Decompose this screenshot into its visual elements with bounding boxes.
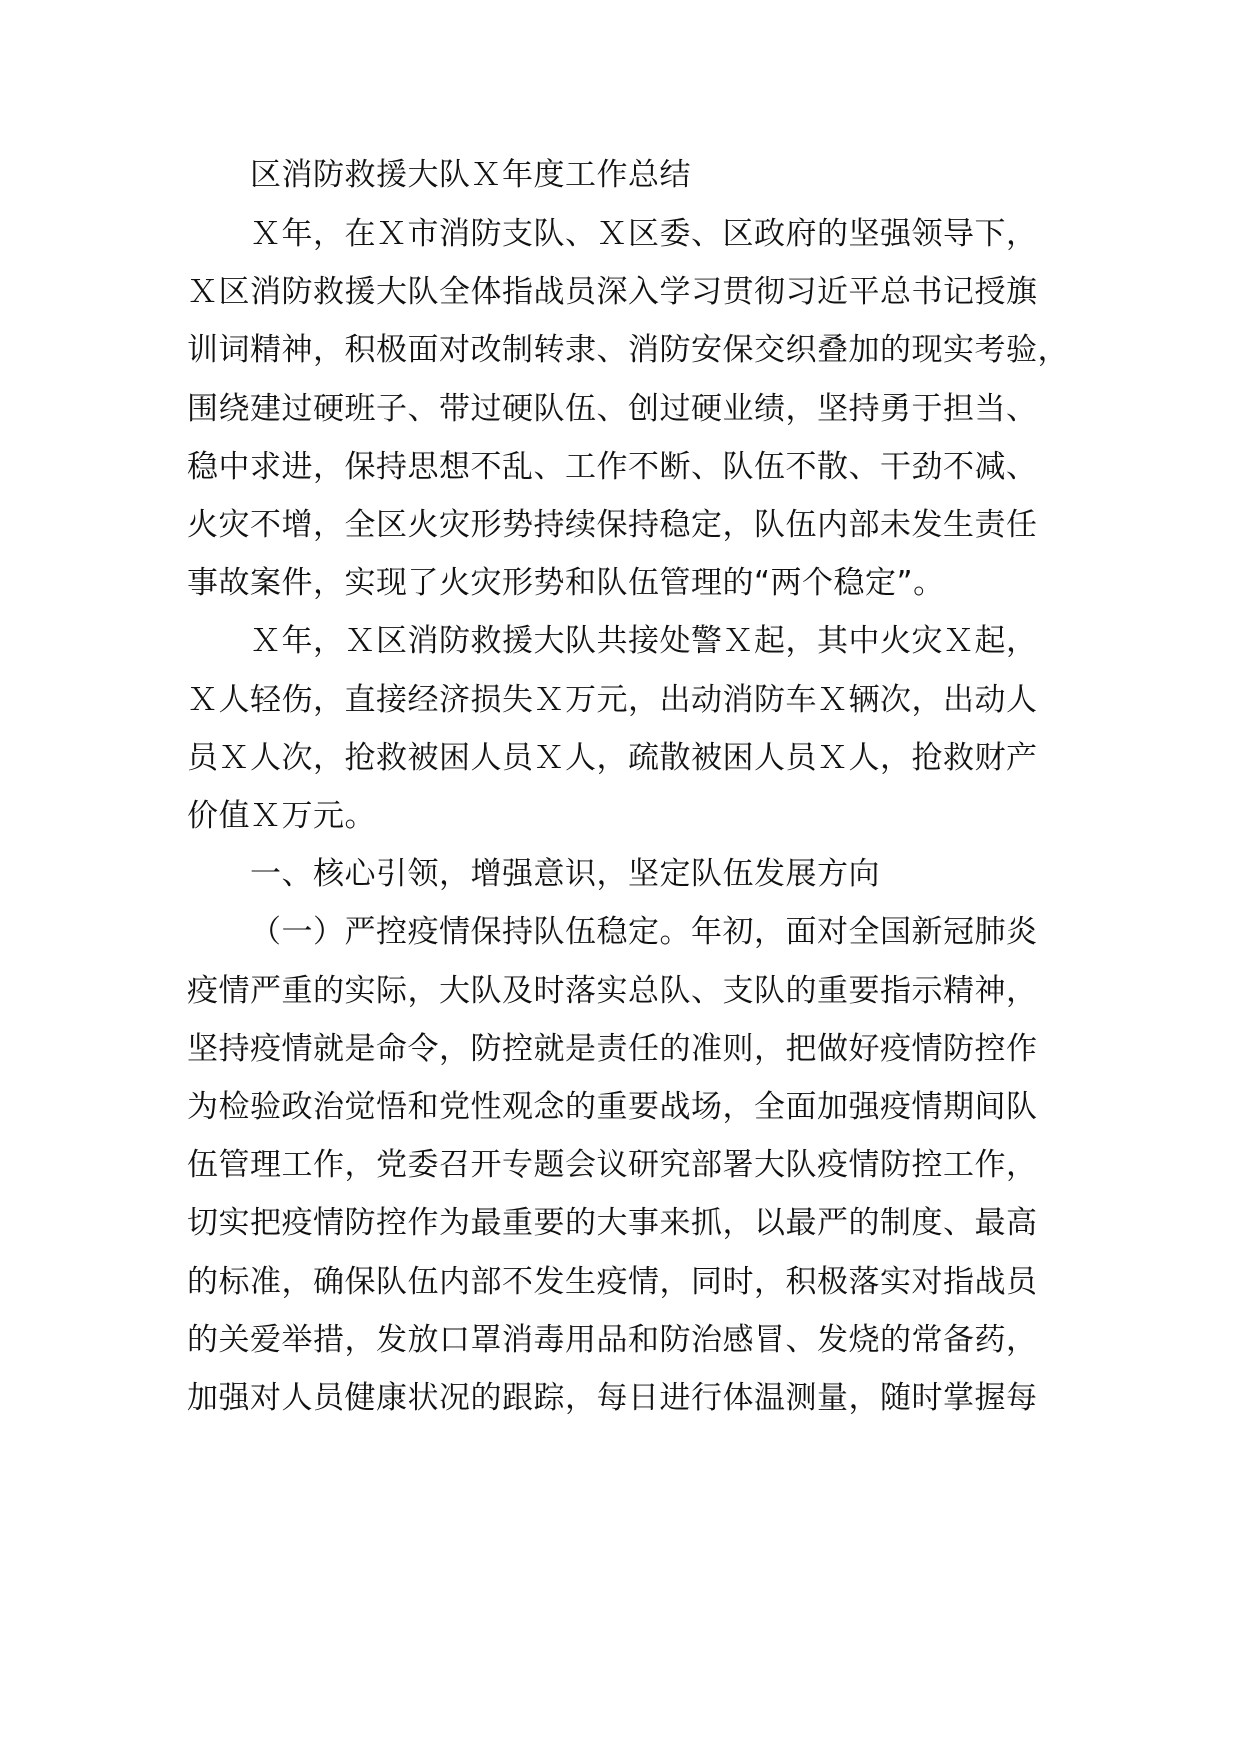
paragraph-1-line-1: Ｘ年，在Ｘ市消防支队、Ｘ区委、区政府的坚强领导下， bbox=[250, 216, 1038, 252]
paragraph-3-line-4: 为检验政治觉悟和党性观念的重要战场，全面加强疫情期间队 bbox=[187, 1089, 1038, 1125]
section-heading-1: 一、核心引领，增强意识，坚定队伍发展方向 bbox=[250, 856, 880, 892]
paragraph-3-line-9: 加强对人员健康状况的跟踪，每日进行体温测量，随时掌握每 bbox=[187, 1380, 1038, 1416]
paragraph-1-line-7: 事故案件，实现了火灾形势和队伍管理的“两个稳定”。 bbox=[187, 565, 945, 601]
paragraph-3-line-5: 伍管理工作，党委召开专题会议研究部署大队疫情防控工作， bbox=[187, 1147, 1038, 1183]
paragraph-1-line-3: 训词精神，积极面对改制转隶、消防安保交织叠加的现实考验， bbox=[187, 332, 1069, 368]
paragraph-2-line-4: 价值Ｘ万元。 bbox=[187, 798, 376, 834]
document-title: 区消防救援大队Ｘ年度工作总结 bbox=[250, 157, 691, 193]
paragraph-2-line-3: 员Ｘ人次，抢救被困人员Ｘ人，疏散被困人员Ｘ人，抢救财产 bbox=[187, 740, 1038, 776]
paragraph-3-line-8: 的关爱举措，发放口罩消毒用品和防治感冒、发烧的常备药， bbox=[187, 1322, 1038, 1358]
paragraph-3-line-3: 坚持疫情就是命令，防控就是责任的准则，把做好疫情防控作 bbox=[187, 1031, 1038, 1067]
paragraph-1-line-4: 围绕建过硬班子、带过硬队伍、创过硬业绩，坚持勇于担当、 bbox=[187, 391, 1038, 427]
paragraph-1-line-2: Ｘ区消防救援大队全体指战员深入学习贯彻习近平总书记授旗 bbox=[187, 274, 1038, 310]
paragraph-3-line-6: 切实把疫情防控作为最重要的大事来抓，以最严的制度、最高 bbox=[187, 1205, 1038, 1241]
paragraph-3-line-7: 的标准，确保队伍内部不发生疫情，同时，积极落实对指战员 bbox=[187, 1264, 1038, 1300]
paragraph-2-line-2: Ｘ人轻伤，直接经济损失Ｘ万元，出动消防车Ｘ辆次，出动人 bbox=[187, 682, 1038, 718]
paragraph-1-line-6: 火灾不增，全区火灾形势持续保持稳定，队伍内部未发生责任 bbox=[187, 507, 1038, 543]
paragraph-1-line-5: 稳中求进，保持思想不乱、工作不断、队伍不散、干劲不减、 bbox=[187, 449, 1038, 485]
paragraph-3-line-1: （一）严控疫情保持队伍稳定。年初，面对全国新冠肺炎 bbox=[250, 914, 1038, 950]
paragraph-2-line-1: Ｘ年，Ｘ区消防救援大队共接处警Ｘ起，其中火灾Ｘ起， bbox=[250, 623, 1038, 659]
paragraph-3-line-2: 疫情严重的实际，大队及时落实总队、支队的重要指示精神， bbox=[187, 973, 1038, 1009]
